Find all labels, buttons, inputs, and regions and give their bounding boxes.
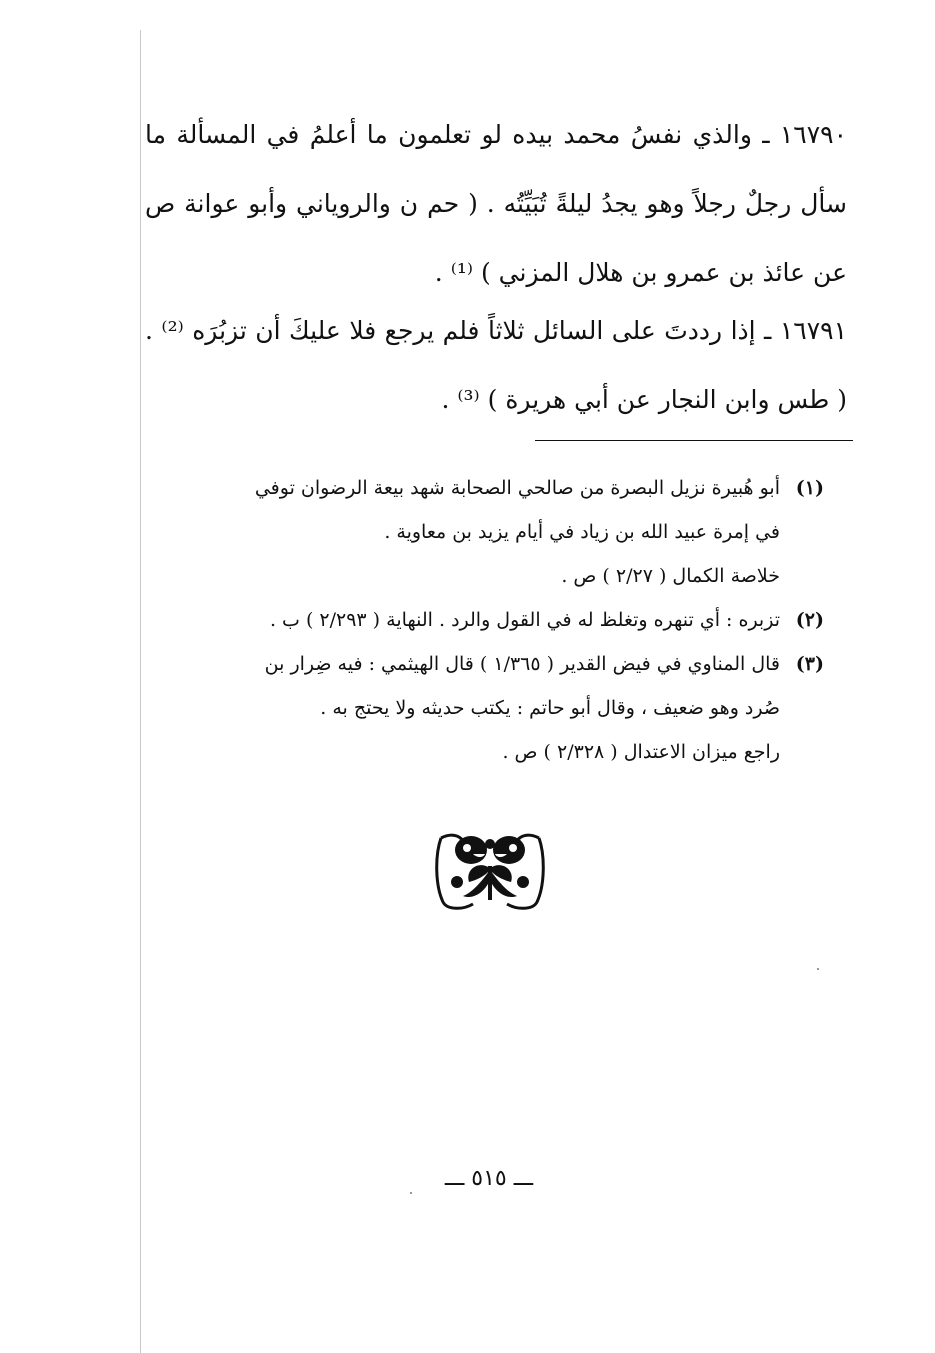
footnote-line: تزبره : أي تنهره وتغلظ له في القول والرد . النهاية ( ٢/٢٩٣ ) ب . (269, 609, 780, 631)
footnote-number: (١) (795, 477, 824, 499)
paper-speck (410, 1192, 412, 1194)
footnote-line: صُرد وهو ضعيف ، وقال أبو حاتم : يكتب حديثه ولا يحتج به . (320, 697, 780, 719)
footnote-1 (140, 466, 824, 598)
floral-ornament-icon (433, 830, 547, 912)
footnote-separator (535, 440, 853, 441)
footnote-text (140, 466, 780, 598)
footnote-text (140, 598, 780, 642)
footnote-line: خلاصة الكمال ( ٢/٢٧ ) ص . (561, 565, 780, 587)
footnote-number: (٢) (795, 609, 824, 631)
paper-speck (817, 968, 819, 970)
footnote-line: في إمرة عبيد الله بن زياد في أيام يزيد بن معاوية . (384, 521, 780, 543)
footnote-line: أبو هُبيرة نزيل البصرة من صالحي الصحابة شهد بيعة الرضوان توفي (254, 477, 780, 499)
page-number: ـــ ٥١٥ ـــ (444, 1166, 534, 1191)
footnote-number: (٣) (795, 653, 824, 675)
footnotes-section (140, 466, 824, 774)
footnote-line: راجع ميزان الاعتدال ( ٢/٣٢٨ ) ص . (502, 741, 780, 763)
footnote-3 (140, 642, 824, 774)
footnote-text (140, 642, 780, 774)
footnote-2 (140, 598, 824, 642)
hadith-16791: ١٦٧٩١ ـ إذا رددتَ على السائل ثلاثاً فلم يرجع فلا عليكَ أن تزبُرَه ⁽²⁾ . ( طس وابن النجار عن أبي هريرة ) ⁽³⁾ . (145, 316, 847, 414)
hadith-16790: ١٦٧٩٠ ـ والذي نفسُ محمد بيده لو تعلمون ما أعلمُ في المسألة ما سأل رجلٌ رجلاً وهو يجدُ ليلةً تُبَيِّتُه . ( حم ن والروياني وأبو عوانة ص عن عائذ بن عمرو بن هلال المزني ) ⁽¹⁾ . (145, 120, 847, 287)
footnote-line: قال المناوي في فيض القدير ( ١/٣٦٥ ) قال الهيثمي : فيه ضِرار بن (264, 653, 780, 675)
